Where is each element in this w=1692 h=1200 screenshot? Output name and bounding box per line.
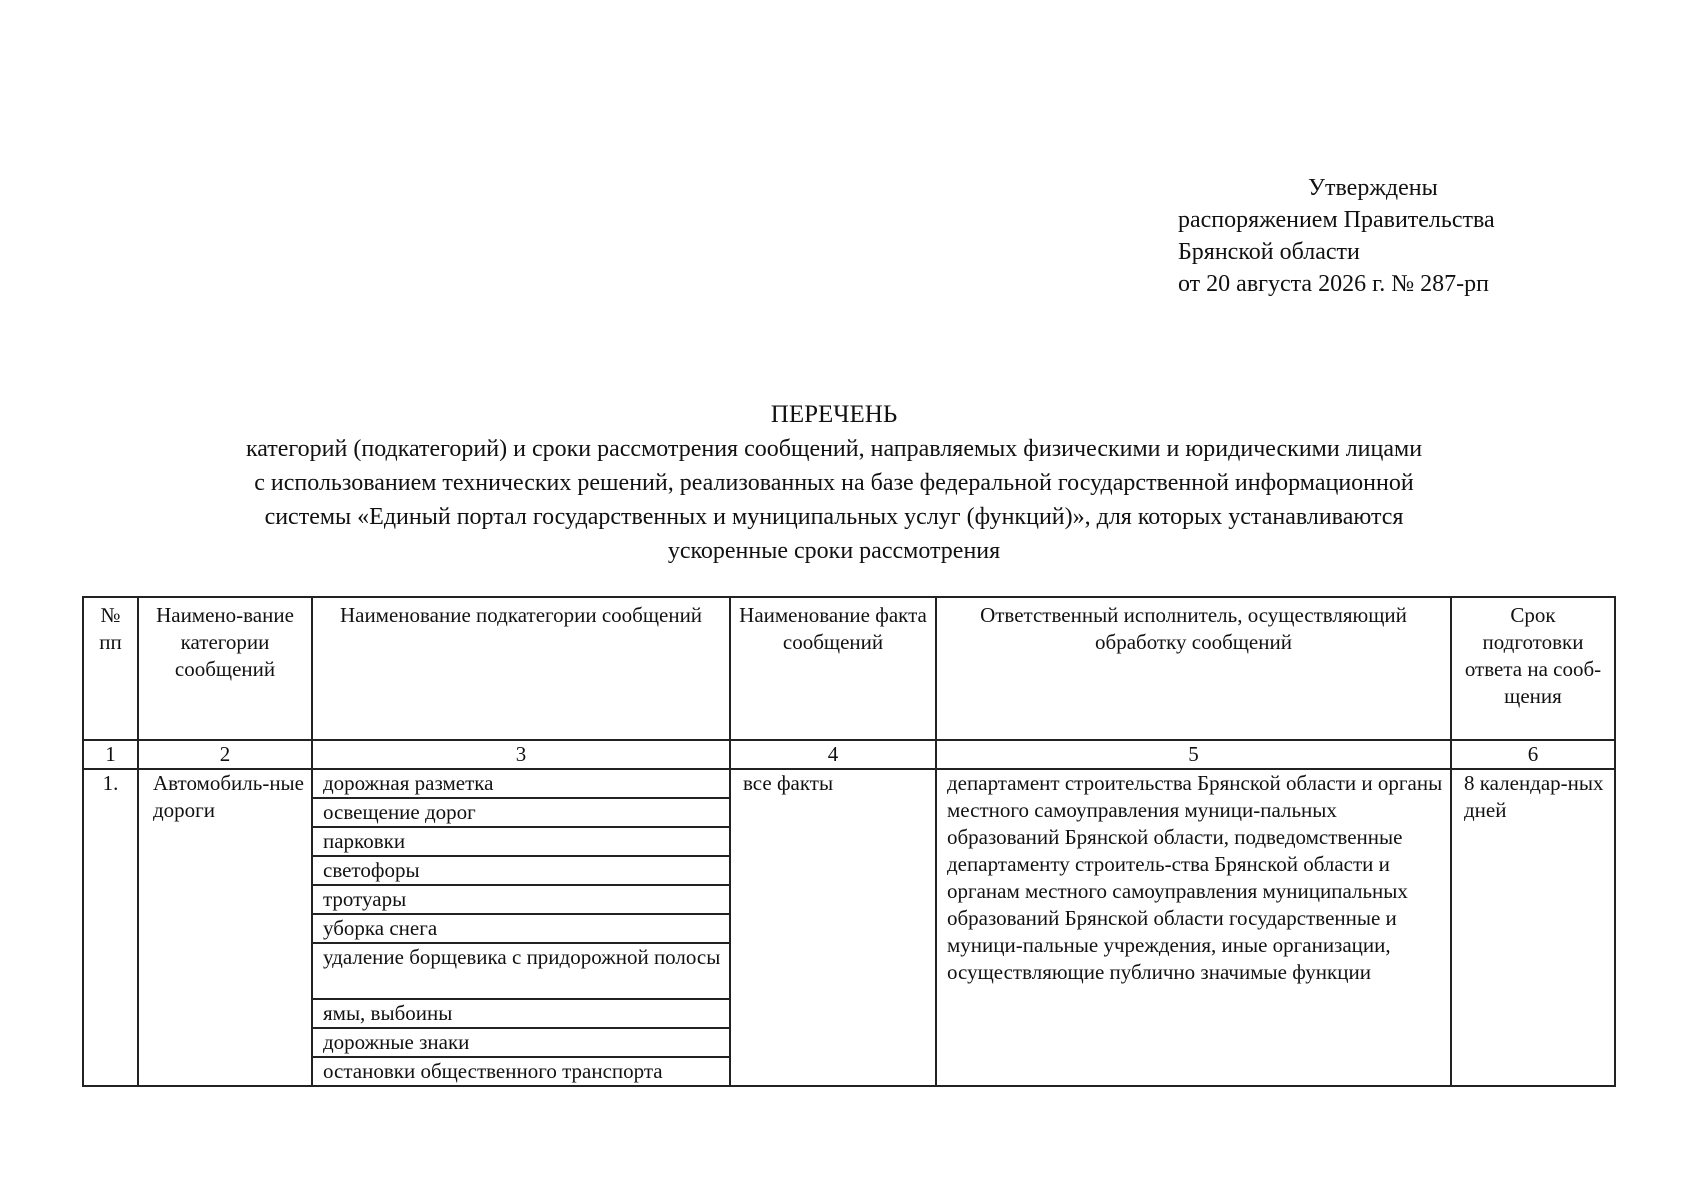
approval-stamp (1178, 172, 1618, 300)
approval-line-1: Утверждены (1308, 175, 1438, 201)
header-category: Наимено-вание категории сообщений (138, 597, 312, 740)
header-deadline: Срок подготовки ответа на сооб-щения (1451, 597, 1615, 740)
title-line-2: с использованием технических решений, реализованных на базе федеральной государственной информационной (254, 470, 1414, 496)
approval-line-4: от 20 августа 2026 г. № 287-рп (1178, 271, 1489, 297)
column-number-row (83, 740, 1615, 769)
table-header-row (83, 597, 1615, 740)
subcategory-item: тротуары (312, 885, 730, 914)
column-number: 2 (138, 740, 312, 769)
title-line-3: системы «Единый портал государственных и муниципальных услуг (функций)», для которых устанавливаются (264, 504, 1404, 530)
table-row (83, 769, 1615, 798)
row-responsible: департамент строительства Брянской области и органы местного самоуправления муници-пальных образований Брянской области, подведомственные департаменту строитель-ства Брянской области и органам местного самоуправления муниципальных образований Брянской области государственные и муници-пальные учреждения, иные организации, осуществляющие публично значимые функции (936, 769, 1451, 1086)
title-line-4: ускоренные сроки рассмотрения (667, 538, 1001, 564)
subcategory-item: светофоры (312, 856, 730, 885)
header-fact: Наименование факта сообщений (730, 597, 936, 740)
subcategory-item: удаление борщевика с придорожной полосы (312, 943, 730, 999)
header-responsible: Ответственный исполнитель, осуществляющий обработку сообщений (936, 597, 1451, 740)
subcategory-item: уборка снега (312, 914, 730, 943)
categories-table (82, 596, 1616, 1087)
column-number: 6 (1451, 740, 1615, 769)
approval-line-2: распоряжением Правительства (1178, 207, 1495, 233)
row-deadline: 8 календар-ных дней (1451, 769, 1615, 1086)
subcategory-item: освещение дорог (312, 798, 730, 827)
column-number: 3 (312, 740, 730, 769)
subcategory-item: остановки общественного транспорта (312, 1057, 730, 1086)
row-fact: все факты (730, 769, 936, 1086)
header-num: № пп (83, 597, 138, 740)
subcategory-item: ямы, выбоины (312, 999, 730, 1028)
subcategory-item: дорожные знаки (312, 1028, 730, 1057)
column-number: 1 (83, 740, 138, 769)
column-number: 4 (730, 740, 936, 769)
subcategory-item: дорожная разметка (312, 769, 730, 798)
header-subcategory: Наименование подкатегории сообщений (312, 597, 730, 740)
document-title (120, 398, 1548, 568)
approval-line-3: Брянской области (1178, 239, 1360, 265)
row-number: 1. (83, 769, 138, 1086)
row-category: Автомобиль-ные дороги (138, 769, 312, 1086)
title-line-1: категорий (подкатегорий) и сроки рассмотрения сообщений, направляемых физическими и юридическими лицами (245, 436, 1423, 462)
subcategory-item: парковки (312, 827, 730, 856)
column-number: 5 (936, 740, 1451, 769)
title-heading: ПЕРЕЧЕНЬ (770, 401, 898, 428)
